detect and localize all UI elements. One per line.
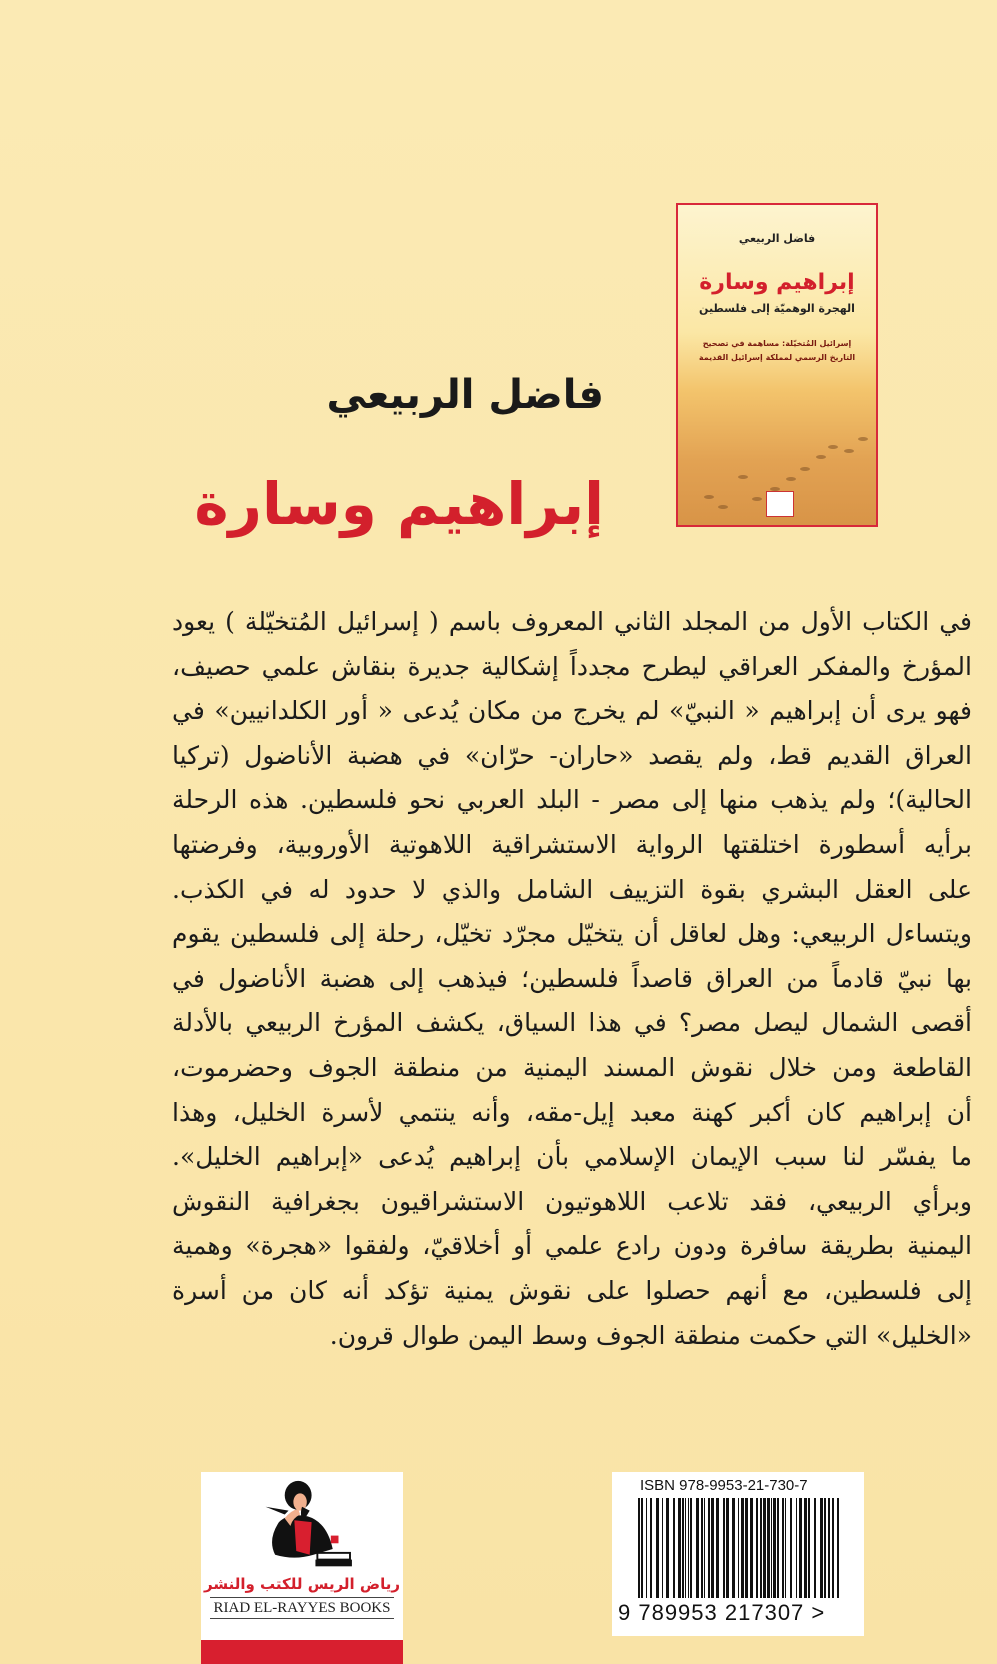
thumbnail-subtitle: الهجرة الوهميّة إلى فلسطين bbox=[699, 302, 855, 315]
barcode-bar bbox=[763, 1498, 766, 1598]
blurb-line: وبرأي الربيعي، فقد تلاعب اللاهوتيون الاستشراقيون بجغرافية النقوش bbox=[172, 1186, 972, 1216]
barcode-bar bbox=[711, 1498, 714, 1598]
footprint bbox=[858, 437, 868, 441]
barcode-bar bbox=[741, 1498, 744, 1598]
barcode-bar bbox=[820, 1498, 823, 1598]
blurb-line: المؤرخ والمفكر العراقي ليطرح مجدداً إشكالية جديرة بنقاش علمي حصيف، bbox=[172, 651, 972, 681]
barcode-bar bbox=[745, 1498, 748, 1598]
barcode-bar bbox=[799, 1498, 802, 1598]
barcode-bar bbox=[773, 1498, 776, 1598]
barcode-bar bbox=[723, 1498, 725, 1598]
blurb-line: بها نبيّ قادماً من العراق قاصداً فلسطين؛ فيذهب إلى هضبة الأناضول في bbox=[172, 963, 972, 993]
book-title: إبراهيم وسارة bbox=[194, 470, 604, 538]
barcode-bar bbox=[785, 1498, 786, 1598]
barcode-bar bbox=[760, 1498, 762, 1598]
barcode-bar bbox=[824, 1498, 826, 1598]
publisher-name-arabic: رياض الريس للكتب والنشر bbox=[204, 1575, 400, 1593]
barcode-bar bbox=[716, 1498, 719, 1598]
barcode-bar bbox=[738, 1498, 739, 1598]
blurb-line: على العقل البشري بقوة التزييف الشامل والذي لا حدود له في الكذب. bbox=[172, 874, 972, 904]
thumbnail-title: إبراهيم وسارة bbox=[699, 270, 855, 295]
barcode-bar bbox=[678, 1498, 681, 1598]
barcode-bar bbox=[796, 1498, 797, 1598]
footprint bbox=[718, 505, 728, 509]
author-name: فاضل الربيعي bbox=[326, 372, 604, 418]
barcode-bar bbox=[650, 1498, 652, 1598]
barcode-bar bbox=[837, 1498, 839, 1598]
barcode-bar bbox=[682, 1498, 684, 1598]
barcode-bar bbox=[666, 1498, 669, 1598]
blurb-line: القاطعة ومن خلال نقوش المسند اليمنية من منطقة الجوف وحضرموت، bbox=[172, 1052, 972, 1082]
blurb-text bbox=[172, 600, 972, 1358]
footprint bbox=[704, 495, 714, 499]
barcode-bar bbox=[690, 1498, 692, 1598]
blurb-line: أقصى الشمال ليصل مصر؟ في هذا السياق، يكشف المؤرخ الربيعي بالأدلة bbox=[172, 1008, 972, 1038]
barcode-bar bbox=[832, 1498, 834, 1598]
blurb-line: «الخليل» التي حكمت منطقة الجوف وسط اليمن طوال قرون. bbox=[329, 1320, 972, 1350]
blurb-line: ويتساءل الربيعي: وهل لعاقل أن يتخيّل مجرّد تخيّل، رحلة إلى فلسطين يقوم bbox=[172, 919, 972, 949]
barcode-bar bbox=[685, 1498, 686, 1598]
barcode-bar bbox=[732, 1498, 735, 1598]
blurb-line: في الكتاب الأول من المجلد الثاني المعروف باسم ( إسرائيل المُتخيّلة ) يعود bbox=[172, 607, 972, 636]
blurb-line: الحالية)؛ ولم يذهب منها إلى مصر - البلد العربي نحو فلسطين. هذه الرحلة bbox=[172, 785, 972, 815]
barcode-bar bbox=[756, 1498, 758, 1598]
blurb-line: اليمنية بطريقة سافرة ودون رادع علمي أو أخلاقيّ، ولفقوا «هجرة» وهمية bbox=[172, 1231, 972, 1261]
barcode-bar bbox=[688, 1498, 689, 1598]
barcode-bar bbox=[673, 1498, 675, 1598]
barcode-bar bbox=[790, 1498, 792, 1598]
barcode-digits: 9 789953 217307 > bbox=[618, 1600, 826, 1625]
barcode-bar bbox=[638, 1498, 640, 1598]
barcode-bars bbox=[624, 1498, 852, 1598]
barcode-bar bbox=[704, 1498, 705, 1598]
thumbnail-author: فاضل الربيعي bbox=[738, 232, 816, 245]
footprint bbox=[816, 455, 826, 459]
barcode-bar bbox=[814, 1498, 816, 1598]
front-cover-thumbnail bbox=[676, 203, 878, 527]
barcode-bar bbox=[750, 1498, 753, 1598]
thumbnail-series-line: إسرائيل المُتخيّلة: مساهمة في تصحيح bbox=[702, 339, 852, 348]
footprints-image bbox=[678, 205, 876, 525]
footprint bbox=[828, 445, 838, 449]
publisher-name-english: RIAD EL-RAYYES BOOKS bbox=[210, 1597, 394, 1619]
barcode-bar bbox=[777, 1498, 779, 1598]
barcode-bar bbox=[708, 1498, 710, 1598]
barcode-bar bbox=[662, 1498, 663, 1598]
barcode-bar bbox=[726, 1498, 729, 1598]
barcode-bar bbox=[696, 1498, 699, 1598]
blurb-line: برأيه أسطورة اختلقتها الرواية الاستشراقية اللاهوتية الأوروبية، وفرضتها bbox=[172, 829, 972, 859]
blurb-line: إلى فلسطين، مع أنهم حصلوا على نقوش يمنية تؤكد أنه كان من أسرة bbox=[172, 1275, 972, 1305]
thumbnail-series bbox=[699, 337, 855, 365]
footprint bbox=[738, 475, 748, 479]
barcode-bar bbox=[767, 1498, 770, 1598]
blurb-line: فهو يرى أن إبراهيم « النبيّ» لم يخرج من مكان يُدعى « أور الكلدانيين» في bbox=[172, 696, 972, 726]
footprint bbox=[844, 449, 854, 453]
footprint bbox=[800, 467, 810, 471]
thumbnail-series-line: التاريخ الرسمي لمملكة إسرائيل القديمة bbox=[698, 353, 856, 362]
barcode-bar bbox=[646, 1498, 647, 1598]
barcode-bar bbox=[656, 1498, 659, 1598]
blurb-line: العراق القديم قط، ولم يقصد «حاران- حرّان» في هضبة الأناضول (تركيا bbox=[172, 740, 972, 770]
barcode-bar bbox=[828, 1498, 830, 1598]
red-band bbox=[201, 1640, 403, 1664]
blurb-line: أن إبراهيم كان أكبر كهنة معبد إيل-مقه، وأنه ينتمي لأسرة الخليل، وهذا bbox=[172, 1097, 972, 1127]
footprint bbox=[752, 497, 762, 501]
reading-man-icon bbox=[242, 1478, 362, 1574]
footprint bbox=[786, 477, 796, 481]
barcode-bar bbox=[641, 1498, 643, 1598]
isbn-barcode bbox=[612, 1472, 864, 1636]
barcode-bar bbox=[771, 1498, 772, 1598]
barcode-bar bbox=[701, 1498, 703, 1598]
barcode-bar bbox=[808, 1498, 810, 1598]
thumbnail-publisher-logo bbox=[766, 491, 794, 517]
barcode-bar bbox=[782, 1498, 784, 1598]
publisher-logo bbox=[201, 1472, 403, 1664]
blurb-line: ما يفسّر لنا سبب الإيمان الإسلامي بأن إبراهيم يُدعى «إبراهيم الخليل». bbox=[172, 1142, 972, 1172]
barcode-bar bbox=[804, 1498, 807, 1598]
isbn-label: ISBN 978-9953-21-730-7 bbox=[640, 1477, 808, 1494]
